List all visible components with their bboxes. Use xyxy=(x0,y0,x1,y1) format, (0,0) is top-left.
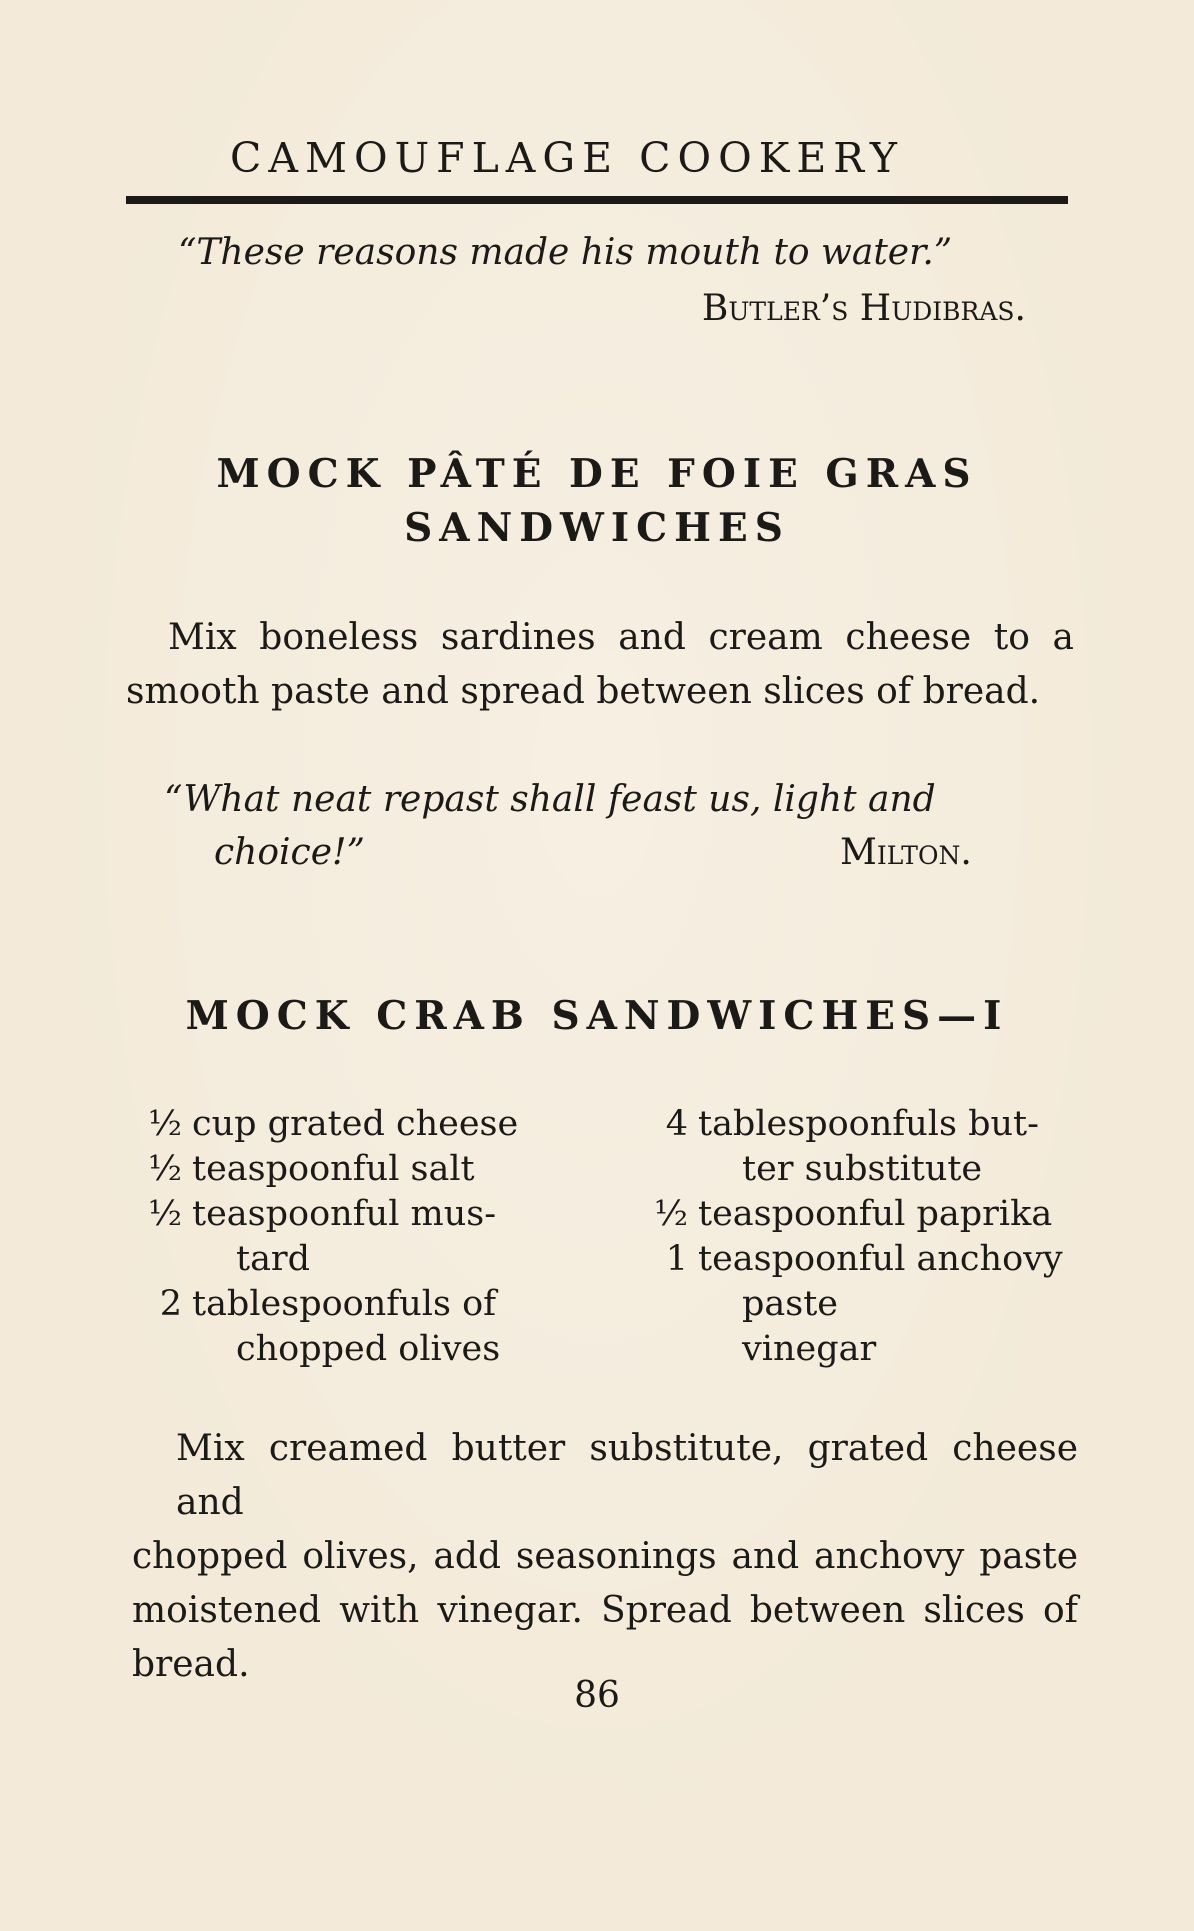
ingredient-row xyxy=(130,1327,570,1372)
ingredient-row xyxy=(130,1237,570,1282)
ingredient-quantity: 1 xyxy=(665,1239,688,1279)
epigraph-attribution: Milton. xyxy=(840,832,972,873)
ingredient-text: teaspoonful salt xyxy=(192,1149,475,1189)
recipe-method xyxy=(132,1422,1078,1692)
recipe-method xyxy=(126,611,1074,719)
ingredient-text: chopped olives xyxy=(236,1329,501,1369)
ingredient-row xyxy=(636,1327,1086,1372)
method-line: moistened with vinegar. Spread between slices of xyxy=(132,1590,1078,1631)
running-head: CAMOUFLAGE COOKERY xyxy=(230,134,904,182)
ingredient-row xyxy=(130,1147,570,1192)
recipe-title-line1: MOCK PÂTÉ DE FOIE GRAS xyxy=(216,451,978,497)
header-rule xyxy=(126,196,1068,204)
epigraph-quote-line: choice!” xyxy=(214,832,365,873)
ingredient-row xyxy=(130,1102,570,1147)
ingredient-text: teaspoonful paprika xyxy=(698,1194,1053,1234)
epigraph-attribution: Butler’s Hudibras. xyxy=(701,288,1026,329)
method-line: smooth paste and spread between slices of bread. xyxy=(126,671,1041,712)
ingredient-quantity: ½ xyxy=(148,1104,182,1144)
method-line: bread. xyxy=(132,1644,250,1685)
epigraph-quote: “These reasons made his mouth to water.” xyxy=(178,232,953,273)
ingredient-row xyxy=(636,1237,1086,1282)
ingredient-text: vinegar xyxy=(742,1329,877,1369)
ingredient-text: tablespoonfuls but- xyxy=(698,1104,1039,1144)
ingredient-quantity: ½ xyxy=(148,1149,182,1189)
ingredient-text: teaspoonful anchovy xyxy=(698,1239,1063,1279)
method-line: Mix boneless sardines and cream cheese to a xyxy=(168,617,1074,658)
ingredient-row xyxy=(636,1102,1086,1147)
ingredient-quantity: 2 xyxy=(159,1284,182,1324)
ingredient-row xyxy=(130,1192,570,1237)
ingredient-text: tablespoonfuls of xyxy=(192,1284,497,1324)
ingredients-right-column xyxy=(636,1102,1086,1372)
ingredient-quantity: ½ xyxy=(148,1194,182,1234)
ingredient-row xyxy=(636,1282,1086,1327)
ingredient-text: paste xyxy=(742,1284,839,1324)
recipe-title-line2: SANDWICHES xyxy=(404,505,790,551)
ingredient-quantity: ½ xyxy=(654,1194,688,1234)
ingredient-text: teaspoonful mus- xyxy=(192,1194,497,1234)
ingredient-text: ter substitute xyxy=(742,1149,983,1189)
ingredient-text: cup grated cheese xyxy=(192,1104,519,1144)
epigraph-quote-line: “What neat repast shall feast us, light and xyxy=(164,779,936,820)
ingredient-row xyxy=(636,1192,1086,1237)
ingredient-quantity: 4 xyxy=(665,1104,688,1144)
ingredient-row xyxy=(636,1147,1086,1192)
page-number: 86 xyxy=(574,1675,620,1716)
method-line: chopped olives, add seasonings and anchovy paste xyxy=(132,1536,1078,1577)
recipe-title: MOCK CRAB SANDWICHES—I xyxy=(185,993,1009,1039)
ingredients-left-column xyxy=(130,1102,570,1372)
ingredient-text: tard xyxy=(236,1239,311,1279)
ingredient-row xyxy=(130,1282,570,1327)
method-line: Mix creamed butter substitute, grated cheese and xyxy=(176,1428,1078,1523)
